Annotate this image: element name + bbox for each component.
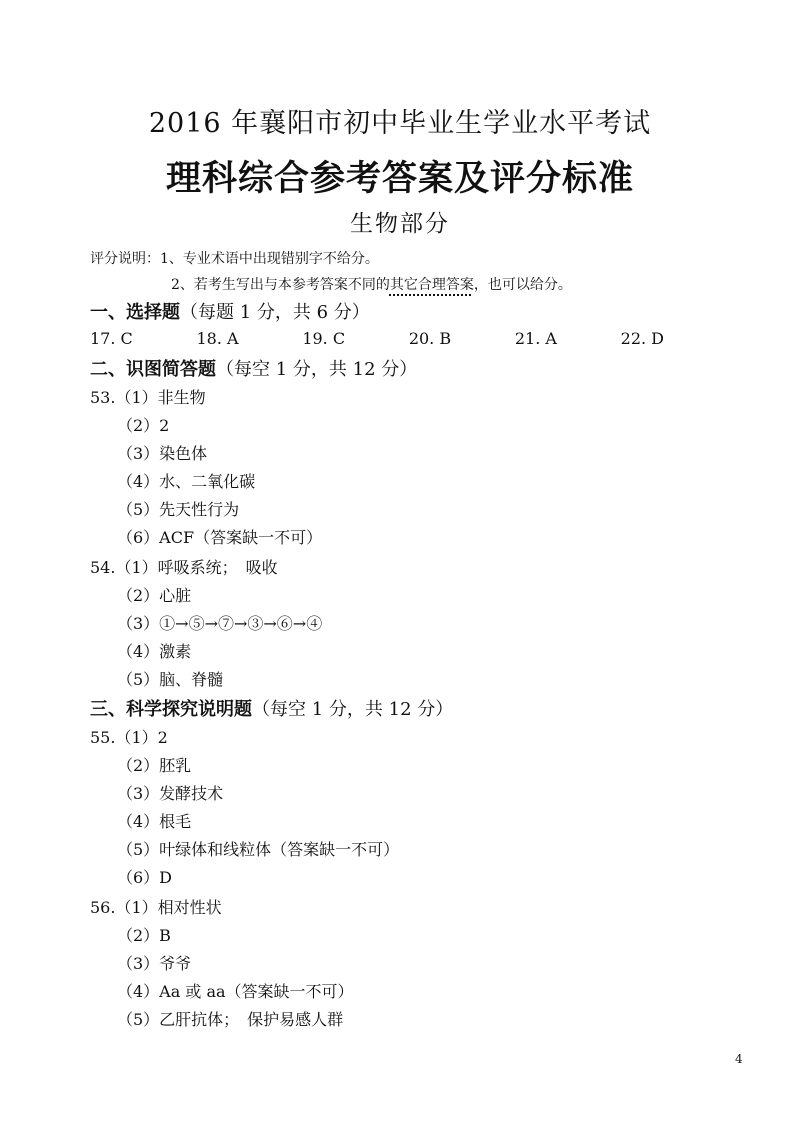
scoring-note-text-2b: ，也可以给分。 [473,277,572,293]
mcq-answer: 22. D [620,329,664,348]
answer-line: （4）水、二氧化碳 [117,472,256,491]
answer-line: （2）心脏 [117,586,192,605]
scoring-note-emphasis: 其它合理答案 [389,277,474,293]
mcq-answer: 21. A [514,329,557,348]
answer-line: （3）①→⑤→⑦→③→⑥→④ [117,614,323,633]
answer-line: 56.（1）相对性状 [90,898,222,917]
scoring-note-2 [171,274,572,294]
section-3-heading [90,695,453,721]
page-number: 4 [735,1052,743,1066]
mcq-answer: 17. C [90,329,133,348]
answer-line: （6）ACF（答案缺一不可） [117,528,323,547]
document-subtitle: 理科综合参考答案及评分标准 [165,158,634,199]
answer-line: （5）先天性行为 [117,500,240,519]
section-1-heading [90,298,370,324]
answer-line: （5）脑、脊髓 [117,670,224,689]
section-3-points: （每空 1 分，共 12 分） [252,699,454,720]
scoring-note-1 [90,248,379,268]
answer-line: （3）爷爷 [117,954,192,973]
section-1-points: （每题 1 分，共 6 分） [180,302,370,323]
answer-line: （4）激素 [117,642,192,661]
scoring-note-label: 评分说明： [90,251,160,267]
answer-line: （2）胚乳 [117,756,192,775]
answer-line: （2）2 [117,416,170,435]
section-2-title: 二、识图简答题 [90,359,216,380]
answer-line: （5）乙肝抗体； 保护易感人群 [117,1010,344,1029]
answer-line: 53.（1）非生物 [90,388,206,407]
answer-line: （4）根毛 [117,812,192,831]
answer-line: （5）叶绿体和线粒体（答案缺一不可） [117,840,400,859]
answer-line: （3）染色体 [117,444,208,463]
mcq-answer: 18. A [196,329,239,348]
section-3-title: 三、科学探究说明题 [90,699,252,720]
answer-line: （2）B [117,926,171,945]
scoring-note-text-2a: 2、若考生写出与本参考答案不同的 [171,277,390,293]
mcq-answers [90,329,664,348]
mcq-answer: 19. C [302,329,346,348]
section-2-points: （每空 1 分，共 12 分） [216,359,418,380]
scoring-note-text-1: 1、专业术语中出现错别字不给分。 [160,251,379,267]
mcq-answer: 20. B [408,329,452,348]
answer-line: （3）发酵技术 [117,784,224,803]
exam-title: 2016 年襄阳市初中毕业生学业水平考试 [148,108,652,139]
answer-line: 55.（1）2 [90,728,168,747]
part-heading: 生物部分 [350,211,450,237]
answer-line: （4）Aa 或 aa（答案缺一不可） [117,982,354,1001]
section-1-title: 一、选择题 [90,302,180,323]
answer-line: （6）D [117,868,173,887]
section-2-heading [90,355,417,381]
answer-line: 54.（1）呼吸系统； 吸收 [90,558,278,577]
